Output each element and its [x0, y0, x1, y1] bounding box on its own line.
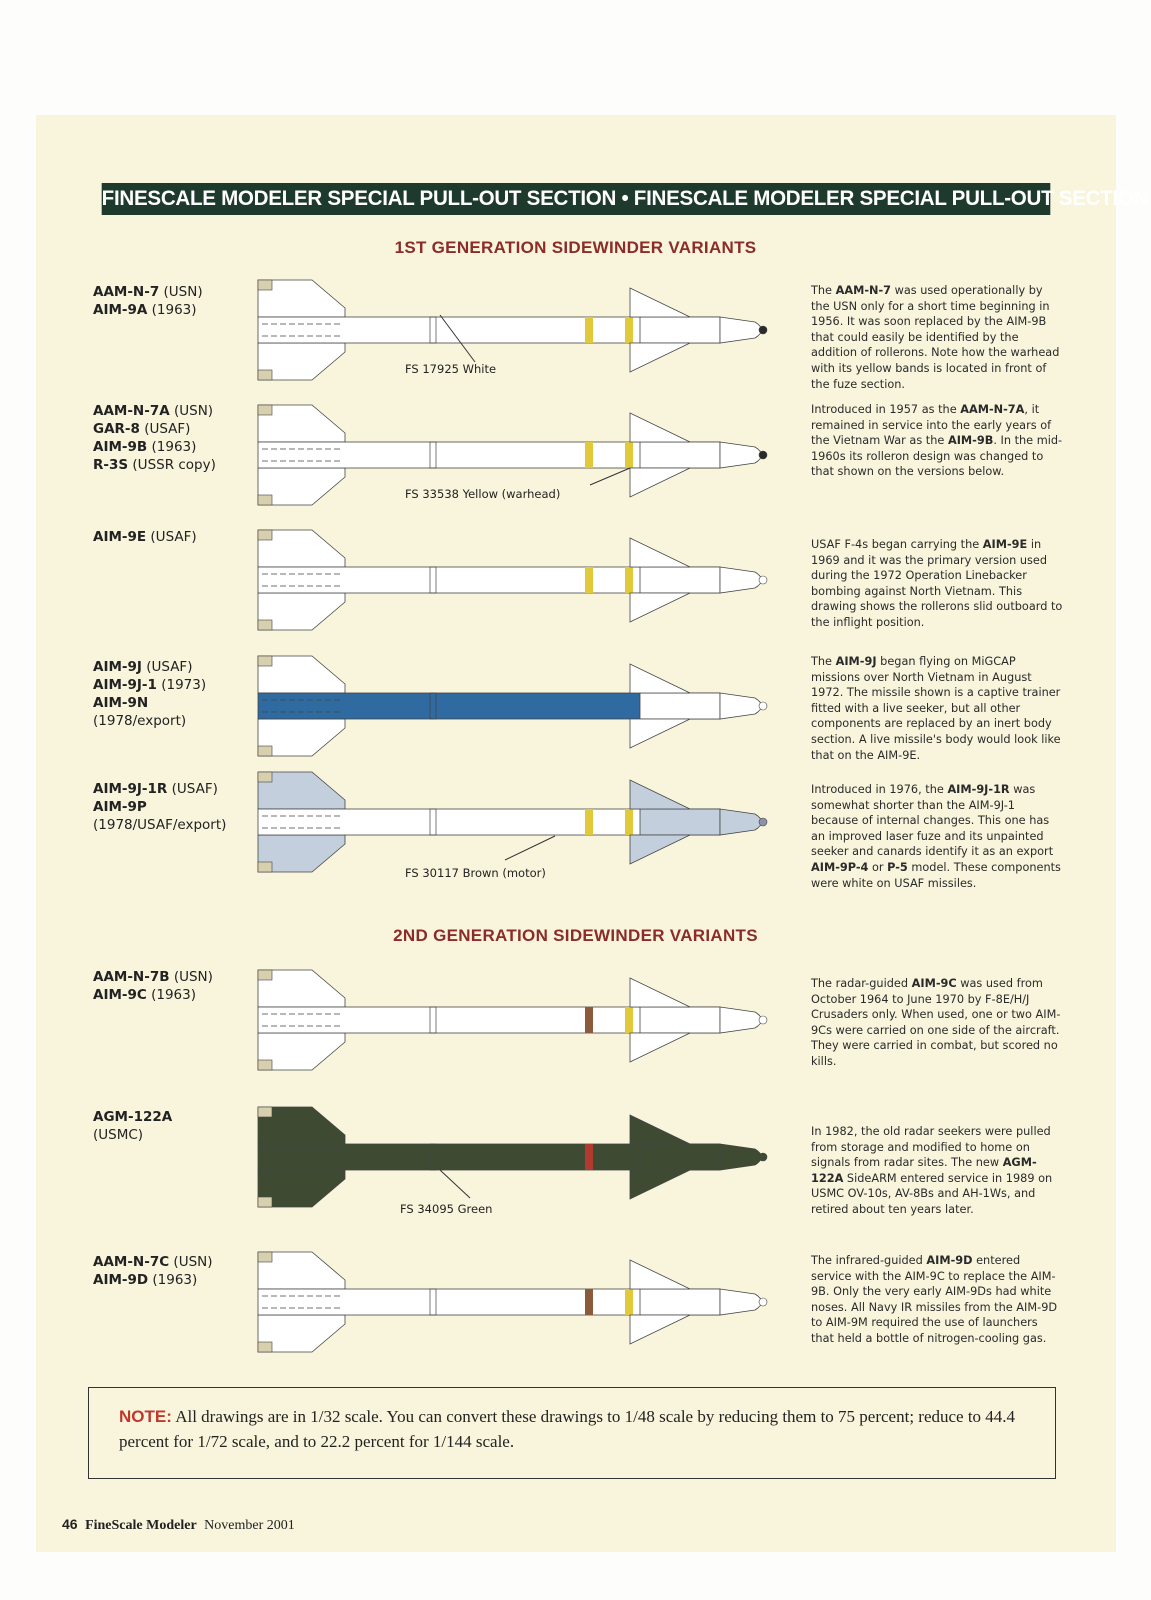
color-band [625, 567, 633, 593]
designation-line [93, 1271, 213, 1289]
designation-note: (USN) [159, 284, 203, 300]
description-text: The [811, 655, 836, 668]
description-emphasis: AIM-9C [911, 977, 957, 990]
rolleron-icon [258, 1197, 272, 1207]
description-emphasis: AAM-N-7A [960, 403, 1025, 416]
color-band [585, 442, 593, 468]
pull-out-banner: FINESCALE MODELER SPECIAL PULL-OUT SECTION • FINESCALE MODELER SPECIAL PULL-OUT SECTION [102, 183, 1051, 215]
designation-line [93, 420, 216, 438]
missile-designation-label [93, 780, 226, 834]
description-text: The [811, 284, 836, 297]
designation: AIM-9J-1R [93, 781, 168, 797]
description-text: was somewhat shorter than the AIM-9J-1 because of internal changes. This one has an improved laser fuze and its unpainted seeker and canards identify it as an export [811, 783, 1054, 859]
canard-top [630, 1260, 690, 1289]
designation-line [93, 283, 203, 301]
rolleron-icon [258, 405, 272, 415]
seeker-dome [759, 702, 767, 710]
designation: AIM-9E [93, 529, 147, 545]
page-footer [62, 1516, 295, 1534]
nose-cone [720, 442, 762, 468]
designation: AAM-N-7B [93, 969, 170, 985]
description-text: The radar-guided [811, 977, 912, 990]
designation: AGM-122A [93, 1109, 173, 1125]
rolleron-icon [258, 530, 272, 540]
missile-designation-label [93, 402, 216, 474]
issue-date: November 2001 [204, 1518, 295, 1533]
designation-line [93, 658, 206, 676]
paint-callout: FS 33538 Yellow (warhead) [405, 487, 561, 501]
rolleron-icon [258, 1107, 272, 1117]
designation-line [93, 780, 226, 798]
description-emphasis: AIM-9J [835, 655, 877, 668]
missile-description [811, 654, 1063, 763]
missile-description [811, 782, 1063, 891]
seeker-dome [759, 1298, 767, 1306]
description-emphasis: AIM-9P-4 [811, 860, 869, 874]
missile-designation-label [93, 658, 206, 730]
description-emphasis: AGM-122A [811, 1156, 1037, 1185]
designation-note: (USN) [169, 969, 213, 985]
description-text: was used from October 1964 to June 1970 by F-8E/H/J Crusaders only. When used, one or two AIM-9Cs were carried on one side of the aircraft. They were carried in combat, but scored no kills. [811, 977, 1061, 1068]
designation: AIM-9B [93, 439, 148, 455]
color-band [625, 442, 633, 468]
designation-line [93, 1108, 172, 1126]
designation: AAM-N-7A [93, 403, 170, 419]
description-emphasis: AAM-N-7 [835, 284, 892, 297]
seeker-dome [759, 326, 767, 334]
note-box [88, 1387, 1056, 1479]
designation-note: (USAF) [146, 529, 197, 545]
designation-note: (USAF) [139, 421, 191, 437]
designation: AIM-9C [93, 987, 147, 1003]
guidance-section [640, 567, 720, 593]
section-title-2nd-gen: 2ND GENERATION SIDEWINDER VARIANTS [393, 926, 758, 945]
canard-bottom [630, 835, 690, 864]
rolleron-icon [258, 656, 272, 666]
description-text: was used operationally by the USN only for a short time beginning in 1956. It was soon replaced by the AIM-9B that could easily be identified by the addition of rollerons. Note how the warhead with its yellow bands is located in front of the fuze section. [811, 284, 1060, 391]
guidance-section [640, 1289, 720, 1315]
description-text: , it remained in service into the early years of the Vietnam War as the [811, 403, 1052, 448]
designation-note: (USAF) [167, 781, 218, 797]
guidance-section [640, 1144, 720, 1170]
section-title-1st-gen: 1ST GENERATION SIDEWINDER VARIANTS [394, 238, 757, 257]
designation-line [93, 456, 216, 474]
canard-top [630, 538, 690, 567]
rolleron-icon [258, 1060, 272, 1070]
description-text: entered service with the AIM-9C to replace the AIM-9B. Only the very early AIM-9Ds had white noses. All Navy IR missiles from the AIM-9D to AIM-9M required the use of launchers that held a bottle of nitrogen-cooling gas. [811, 1254, 1058, 1345]
guidance-section [640, 317, 720, 343]
paint-callout: FS 17925 White [405, 362, 497, 376]
designation: GAR-8 [93, 421, 140, 437]
guidance-section [640, 1007, 720, 1033]
rolleron-icon [258, 1342, 272, 1352]
designation-line [93, 1253, 213, 1271]
canard-top [630, 288, 690, 317]
rolleron-icon [258, 772, 272, 782]
description-text: began flying on MiGCAP missions over North Vietnam in August 1972. The missile shown is a captive trainer fitted with a live seeker, but all other components are replaced by an inert body section. A live missile's body would look like that on the AIM-9E. [811, 655, 1061, 762]
designation: AAM-N-7 [93, 284, 160, 300]
guidance-section [640, 442, 720, 468]
description-text: Introduced in 1957 as the [811, 403, 961, 416]
description-emphasis: AIM-9J-1R [947, 783, 1010, 796]
designation-note: (1963) [148, 1272, 198, 1288]
description-text: . In the mid-1960s its rolleron design was changed to that shown on the versions below. [811, 434, 1063, 479]
designation: AIM-9N [93, 695, 149, 711]
designation-note: (1963) [147, 439, 197, 455]
rolleron-icon [258, 970, 272, 980]
description-text: model. These components were white on USAF missiles. [811, 860, 1061, 890]
canard-bottom [630, 1170, 690, 1199]
color-band [585, 317, 593, 343]
canard-top [630, 780, 690, 809]
missile-drawing [245, 945, 790, 1095]
nose-cone [720, 693, 762, 719]
designation: AAM-N-7C [93, 1254, 170, 1270]
canard-top [630, 1115, 690, 1144]
missile-designation-label [93, 968, 213, 1004]
color-band [585, 1289, 593, 1315]
designation-line [93, 798, 226, 816]
designation-note: (USN) [169, 1254, 213, 1270]
nose-cone [720, 1007, 762, 1033]
missile-designation-label [93, 283, 203, 319]
color-band [625, 1007, 633, 1033]
missile-drawing [245, 1082, 790, 1232]
designation-line [93, 968, 213, 986]
designation-note: (USAF) [141, 659, 193, 675]
designation-line [93, 676, 206, 694]
guidance-section [640, 693, 720, 719]
description-text: The infrared-guided [811, 1254, 927, 1267]
designation-line [93, 528, 197, 546]
designation-note: (1963) [146, 987, 196, 1003]
color-band [585, 567, 593, 593]
designation-note: (USN) [169, 403, 214, 419]
nose-cone [720, 809, 762, 835]
description-text: or [868, 860, 888, 874]
missile-designation-label [93, 528, 197, 546]
page-number: 46 [62, 1516, 78, 1532]
canard-bottom [630, 1315, 690, 1344]
missile-description [811, 1124, 1063, 1218]
rolleron-icon [258, 495, 272, 505]
missile-designation-label [93, 1108, 172, 1144]
seeker-dome [759, 451, 767, 459]
rolleron-icon [258, 370, 272, 380]
canard-bottom [630, 343, 690, 372]
color-band [585, 1144, 593, 1170]
seeker-dome [759, 1016, 767, 1024]
missile-drawing [245, 1227, 790, 1377]
designation-line [93, 816, 226, 834]
designation-line [93, 694, 206, 712]
designation: R-3S [93, 457, 129, 473]
designation: AIM-9J [93, 659, 142, 675]
designation-note: (1978/USAF/export) [93, 817, 227, 833]
canard-bottom [630, 468, 690, 497]
description-text: in 1969 and it was the primary version used during the 1972 Operation Linebacker bombing against North Vietnam. This drawing shows the rollerons slid outboard to the inflight position. [811, 538, 1063, 629]
seeker-dome [759, 1153, 767, 1161]
designation: AIM-9J-1 [93, 677, 157, 693]
description-text: SideARM entered service in 1989 on USMC OV-10s, AV-8Bs and AH-1Ws, and retired about ten years later. [811, 1171, 1053, 1216]
nose-cone [720, 317, 762, 343]
designation: AIM-9D [93, 1272, 149, 1288]
color-band [585, 809, 593, 835]
magazine-name: FineScale Modeler [85, 1518, 197, 1533]
nose-cone [720, 567, 762, 593]
missile-description [811, 976, 1063, 1070]
description-emphasis: AIM-9D [926, 1254, 973, 1267]
canard-bottom [630, 593, 690, 622]
designation-line [93, 402, 216, 420]
paint-callout: FS 34095 Green [400, 1202, 493, 1216]
rolleron-icon [258, 862, 272, 872]
missile-description [811, 402, 1063, 480]
designation-line [93, 1126, 172, 1144]
description-text: Introduced in 1976, the [811, 783, 948, 796]
note-text: All drawings are in 1/32 scale. You can convert these drawings to 1/48 scale by reducing them to 75 percent; reduce to 44.4 percent for 1/72 scale, and to 22.2 percent for 1/144 scale. [119, 1407, 1016, 1451]
nose-cone [720, 1289, 762, 1315]
designation-line [93, 712, 206, 730]
description-emphasis: AIM-9E [982, 538, 1028, 551]
note-key: NOTE: [119, 1407, 172, 1426]
canard-top [630, 664, 690, 693]
canard-top [630, 413, 690, 442]
missile-description [811, 1253, 1063, 1347]
rolleron-icon [258, 1252, 272, 1262]
canard-bottom [630, 719, 690, 748]
missile-description [811, 283, 1063, 392]
description-text: USAF F-4s began carrying the [811, 538, 983, 551]
designation-note: (1963) [147, 302, 197, 318]
description-text: In 1982, the old radar seekers were pulled from storage and modified to home on signals from radar sites. The new [811, 1125, 1051, 1170]
paint-callout: FS 30117 Brown (motor) [405, 866, 546, 880]
canard-top [630, 978, 690, 1007]
designation-note: (1973) [156, 677, 207, 693]
rolleron-icon [258, 280, 272, 290]
missile-designation-label [93, 1253, 213, 1289]
description-emphasis: AIM-9B [947, 434, 994, 448]
color-band [625, 1289, 633, 1315]
guidance-section [640, 809, 720, 835]
designation-line [93, 986, 213, 1004]
designation: AIM-9P [93, 799, 147, 815]
seeker-dome [759, 818, 767, 826]
designation: AIM-9A [93, 302, 148, 318]
color-band [625, 317, 633, 343]
designation-line [93, 301, 203, 319]
designation-note: (USMC) [93, 1127, 144, 1143]
designation-line [93, 438, 216, 456]
description-emphasis: P-5 [887, 860, 908, 874]
canard-bottom [630, 1033, 690, 1062]
designation-note: (1978/export) [93, 713, 187, 729]
designation-note: (USSR copy) [128, 457, 216, 473]
nose-cone [720, 1144, 762, 1170]
color-band [585, 1007, 593, 1033]
seeker-dome [759, 576, 767, 584]
color-band [625, 809, 633, 835]
rolleron-icon [258, 620, 272, 630]
missile-description [811, 537, 1063, 631]
